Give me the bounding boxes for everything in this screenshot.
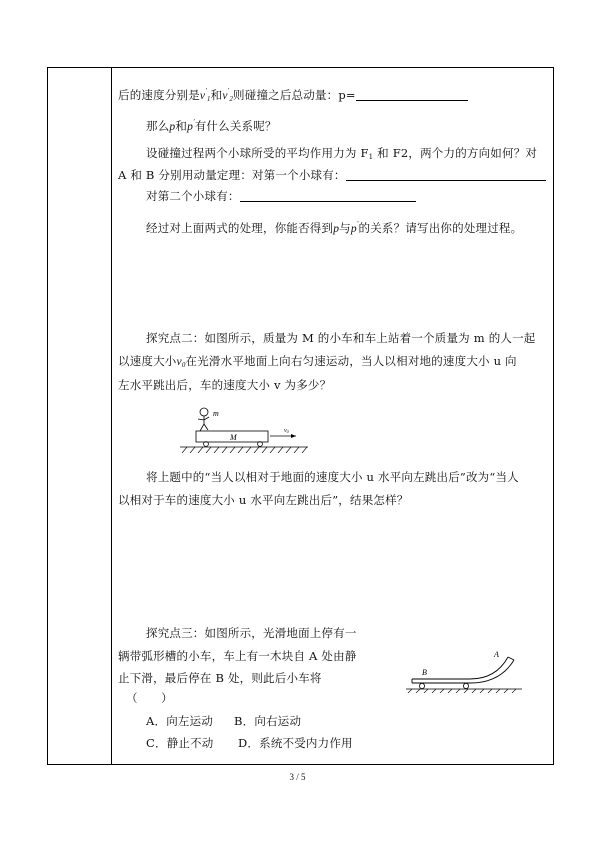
table-column-divider	[111, 67, 112, 765]
groove-end	[508, 657, 514, 660]
symbol-v1: $v'_1$	[199, 87, 211, 103]
paragraph-inquiry-three: 探究点三：如图所示，光滑地面上停有一	[146, 626, 357, 640]
answer-bracket[interactable]: （ ）	[126, 691, 173, 705]
answer-blank-first-ball[interactable]	[346, 168, 546, 181]
text: 和	[210, 88, 223, 102]
paragraph-variant-question-cont: 以相对于车的速度大小 u 水平向左跳出后”，结果怎样？	[118, 493, 409, 507]
arrow-head	[291, 434, 296, 438]
person-body	[198, 416, 209, 431]
label-M: M	[230, 433, 237, 442]
label-m: m	[213, 409, 219, 418]
paragraph-velocity-after	[118, 83, 468, 107]
paragraph-process-question: 经过对上面两式的处理，你能否得到p与p'的关系？请写出你的处理过程。	[146, 220, 523, 235]
label-B: B	[422, 668, 427, 677]
paragraph-relation-question: 那么p和p'有什么关系呢？	[146, 118, 277, 133]
label-v0: v0	[284, 428, 289, 434]
option-a[interactable]: A．向左运动	[146, 714, 214, 728]
paragraph-inquiry-two: 探究点二：如图所示，质量为 M 的小车和车上站着一个质量为 m 的人一起	[146, 331, 536, 345]
page-number: 3 / 5	[289, 772, 306, 782]
paragraph-inquiry-two-cont: 以速度大小$v_0$在光滑水平地面上向右匀速运动，当人以相对地的速度大小 u 向	[118, 354, 517, 369]
paragraph-average-force: 设碰撞过程两个小球所受的平均作用力为 $F_1$ 和 F2，两个力的方向如何？对	[146, 146, 538, 161]
ground-hatch	[182, 447, 307, 453]
answer-blank-total-momentum[interactable]	[356, 88, 468, 101]
symbol-p-prime: p'	[187, 118, 195, 133]
paragraph-momentum-theorem-a: A 和 B 分别用动量定理：对第一个小球有：	[118, 167, 546, 183]
symbol-p: p	[169, 121, 176, 133]
paragraph-variant-question: 将上题中的“当人以相对于地面的速度大小 u 水平向左跳出后”改为“当人	[146, 470, 519, 484]
paragraph-momentum-theorem-b: 对第二个小球有：	[146, 188, 416, 204]
option-c[interactable]: C．静止不动	[146, 736, 214, 750]
groove-outer	[412, 660, 514, 683]
option-d[interactable]: D．系统不受内力作用	[238, 736, 353, 750]
figure-cart-with-groove	[404, 643, 524, 693]
answer-blank-second-ball[interactable]	[240, 189, 416, 202]
label-A: A	[494, 650, 499, 659]
option-b[interactable]: B．向右运动	[234, 714, 302, 728]
figure-cart-with-person	[180, 404, 310, 459]
cart-wheel-right	[463, 683, 468, 688]
paragraph-inquiry-three-cont: 辆带弧形槽的小车，车上有一木块自 A 处由静	[118, 649, 357, 663]
ground-hatch	[408, 689, 516, 693]
paragraph-inquiry-three-cont2: 止下滑，最后停在 B 处，则此后小车将	[118, 671, 322, 685]
cart-wheel-left	[419, 683, 424, 688]
paragraph-inquiry-two-question: 左水平跳出后，车的速度大小 v 为多少？	[118, 378, 332, 392]
person-head	[200, 408, 208, 416]
symbol-v2: $v'_2$	[222, 87, 234, 103]
text: 后的速度分别是	[118, 88, 200, 102]
text: 则碰撞之后总动量：p=	[233, 88, 356, 102]
